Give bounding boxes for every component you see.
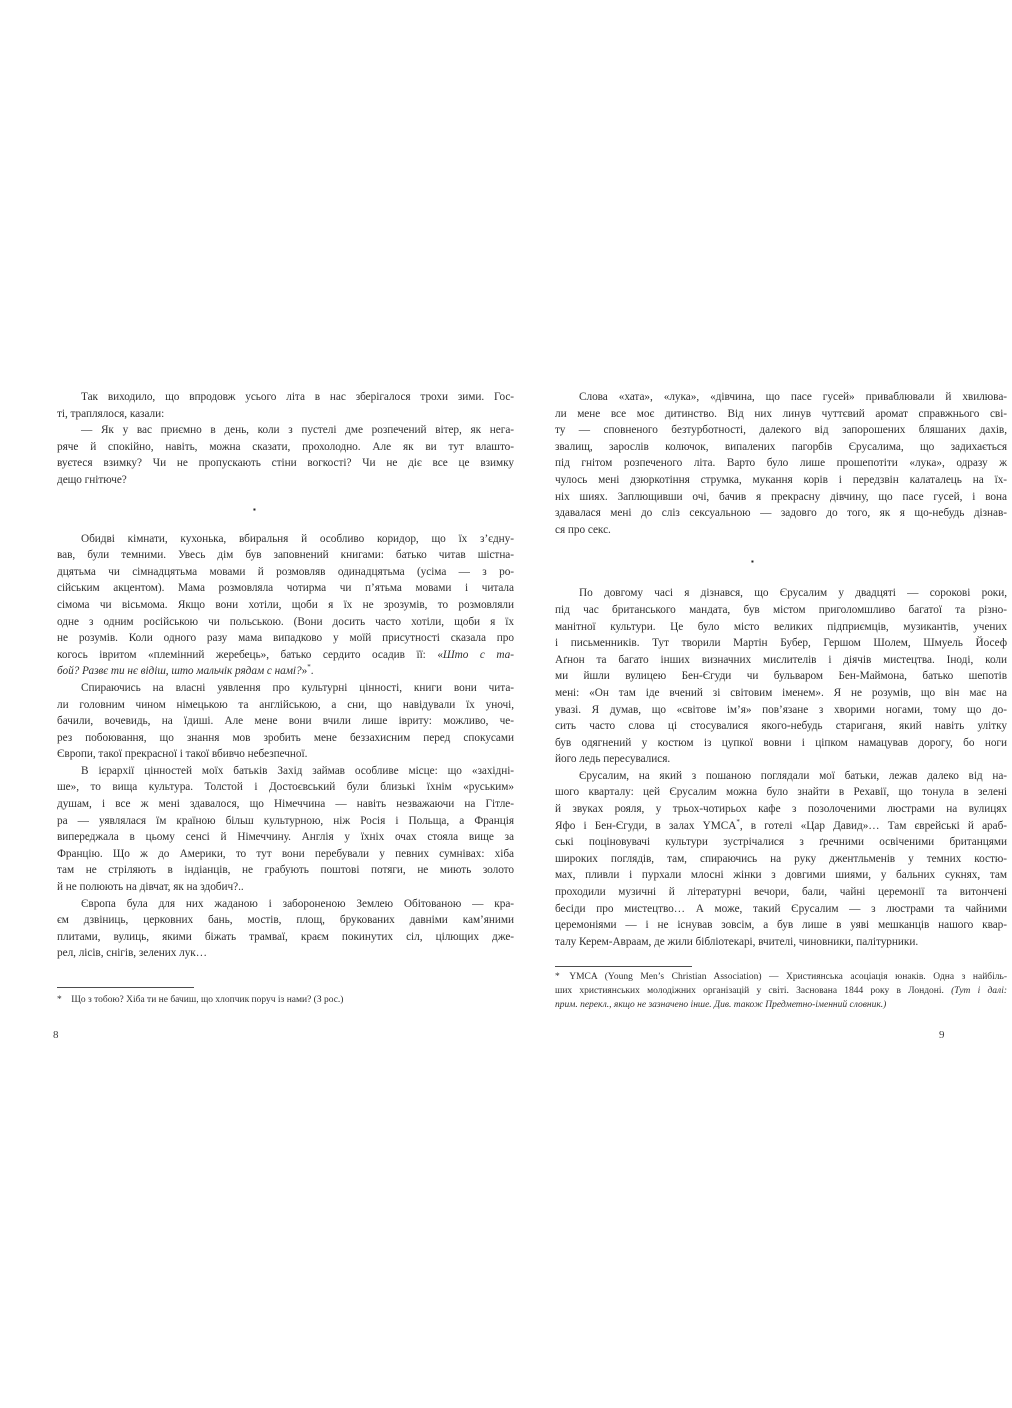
text-line: ли головним чином німецькою та англійською, а сни, що навідували їх уночі, [57,698,514,711]
paragraph [57,531,514,680]
text-line: Обидві кімнати, кухонька, вбиральня й особливо коридор, що їх з’єдну- [81,532,514,545]
left-page-number: 8 [53,1029,59,1041]
text-line: По довгому часі я дізнався, що Єрусалим у двадцяті — сорокові роки, [579,587,1007,600]
paragraph [555,768,1007,951]
right-footnote-rule [555,966,692,967]
text-line: манітної культури. Це було місто великих підприємців, музикантів, учених [555,620,1007,633]
text-line: широких поглядів, там, спираючись на руку джентльменів у темних костю- [555,852,1007,865]
text-line: ські поціновувачі культури зустрічалися з ґречними освіченими британцями [555,836,1007,849]
paragraph [57,389,514,422]
text-line: когось івритом «племінний жеребець», батько сердито осадив її: «Што с та- [57,648,514,661]
left-footnote [57,994,514,1008]
text-line: ся про секс. [555,523,611,536]
text-line: рез побоювання, що знання мов зробить мене беззахисним перед спокусами [57,731,514,744]
separator-dot-icon: ▪ [751,556,754,566]
paragraph [555,585,1007,768]
left-page-text [57,389,514,962]
text-line: бесіди про мистецтво… А може, такий Єрусалим — з люстрами та чайними [555,902,1007,915]
text-line: і письменників. Тут творили Мартін Бубер, Гершом Шолем, Шмуель Йосеф [555,637,1007,650]
text-line: його ледь пересувалися. [555,753,671,766]
left-footnote-rule [57,987,194,988]
text-line: звалищ, зарослів колючок, випалених пагорбів Єрусалима, що задихається [555,440,1007,453]
text-line: сить часто слова ці стосувалися якого-небудь стариганя, який навіть улітку [555,720,1007,733]
text-line: дцятьма чи сімнадцятьма мовами й розмовляв одинадцятьма (усіма — з ро- [57,565,514,578]
text-line: проходили музичні й літературні вечори, бали, чайні церемонії та витончені [555,886,1007,899]
text-line: увазі. Я думав, що «світове ім’я» пов’язане з хворими ногами, тому що до- [555,703,1007,716]
text-line: ра — уявлялася їм країною більш культурною, ніж Росія і Польща, а Франція [57,814,514,827]
text-line: душам, і все ж мені здавалося, що Німеччина — навіть незважаючи на Гітле- [57,798,514,811]
text-line: й не полюють на дівчат, як на здобич?.. [57,881,244,894]
text-line: ті, траплялося, казали: [57,407,165,420]
text-line: сімома чи вісьмома. Якщо вони хотіли, щоби я їх не зрозумів, то розмовляли [57,598,514,611]
text-line: мені: «Он там іде вчений зі світовим іменем». Я не розумів, що він має на [555,686,1007,699]
footnote-line: ших християнських молодіжних організацій у світі. Заснована 1844 року в Лондоні. (Тут і далі: [555,985,1007,996]
text-line: Аґнон та багато інших визначних мислителів і діячів мистецтва. Іноді, коли [555,653,1007,666]
text-line: — Як у вас приємно в день, коли з пустелі дме розпечений вітер, як нега- [81,424,514,437]
footnote-line: * Що з тобою? Хіба ти не бачиш, що хлопчик поруч із нами? (З рос.) [57,995,344,1005]
text-line: чулось мені дзюркотіння струмка, мукання корів і передзвін калаталець на їх- [555,473,1007,486]
text-line: ми йшли вулицею Бен-Єгуди чи бульваром Бен-Маймона, батько шепотів [555,670,1007,683]
text-line: церемоніями — і не існував зовсім, а був лише в уяві мешканців нашого квар- [555,919,1007,932]
text-line: сійським акцентом). Мама розмовляла чотирма чи п’ятьма мовами і читала [57,582,514,595]
text-line: Слова «хата», «лука», «дівчина, що пасе гусей» приваблювали й хвилюва- [579,391,1007,403]
text-line: Єрусалим, на який з пошаною поглядали мої батьки, лежав далеко від на- [579,769,1007,782]
text-line: плитами, вулиць, якими біжать трамваї, краєм покинутих сіл, цілющих дже- [57,930,514,943]
text-line: Так виходило, що впродовж усього літа в нас зберігалося трохи зими. Гос- [81,391,514,403]
text-line: Європи, такої прекрасної і такої вбивчо небезпечної. [57,748,308,761]
text-line: під час британського мандата, був містом приголомшливо багатої та різно- [555,603,1007,616]
text-line: Францію. Що ж до Америки, то тут вони перебували у певних сумнівах: хіба [57,847,514,860]
section-separator [57,489,514,531]
text-line: був одягнений у костюм із цупкої вовни і ціпком намацував дорогу, бо ноги [555,736,1007,749]
paragraph [57,680,514,763]
paragraph [57,763,514,896]
paragraph [57,422,514,488]
text-line: вуєтеся взимку? Чи не пропускають стіни вогкості? Чи не діє все це взимку [57,457,514,470]
text-line: ніх шиях. Заплющивши очі, бачив я прекрасну дівчину, що пасе гусей, і вона [555,490,1007,503]
paragraph [555,389,1007,538]
text-line: ли мене все моє дитинство. Від них линув чуттєвий аромат справжнього сві- [555,407,1007,420]
text-line: ше», то вища культура. Толстой і Достоєвський були близькі їхнім «руським» [57,781,514,794]
text-line: шого кварталу: цей Єрусалим можна було знайти в Рехавії, що тонула в зелені [555,786,1007,799]
text-line: ряче й спокійно, навіть, можна сказати, прохолодно. Але як ви тут влашто- [57,440,514,453]
text-line: випереджала в цьому сенсі й Німеччину. Англія у їхніх очах стояла вище за [57,831,514,844]
text-line: Європа була для них жаданою і забороненою Землею Обітованою — кра- [81,897,514,910]
section-separator [555,538,1007,585]
text-line: Спираючись на власні уявлення про культурні цінності, книги вони чита- [81,681,514,694]
text-line: бачили, вочевидь, на їдиші. Але мене вони вчили лише івриту: можливо, че- [57,715,514,728]
text-line: бой? Развє ти нє відіш, што мальчік рядам с намі?»*. [57,663,314,678]
paragraph [57,896,514,962]
text-line: єм дзвіниць, церковних бань, мостів, площ, брукованих давніми кам’яними [57,914,514,927]
text-line: талу Керем-Авраам, де жили бібліотекарі, вчителі, чиновники, палітурники. [555,935,919,948]
text-line: вав, були темними. Увесь дім був заповнений книгами: батько читав шістна- [57,549,514,562]
text-line: під гнітом розпеченого літа. Варто було лише прошепотіти «лука», одразу ж [555,457,1007,470]
footnote-line: прим. перекл., якщо не зазначено інше. Див. також Предметно-іменний словник.) [555,999,887,1010]
text-line: мах, пливли і пурхали млосні жінки з довгими шиями, у бальних сукнях, там [555,869,1007,882]
text-line: здавалася мені до сліз сексуальною — задовго до того, як я що-небудь дізнав- [555,507,1007,520]
separator-dot-icon: ▪ [253,504,256,514]
text-line: там не стріляють в індіанців, не грабують поштові потяги, не миють золото [57,864,514,877]
text-line: не розумів. Коли одного разу мама випадково у моїй присутності сказала про [57,632,514,645]
right-footnote [555,971,1007,1012]
text-line: В ієрархії цінностей моїх батьків Захід займав особливе місце: що «західні- [81,764,514,777]
right-page-text [555,389,1007,950]
text-line: Яфо і Бен-Єгуди, в залах YMCA*, в готелі «Цар Давид»… Там єврейські й араб- [555,817,1008,832]
right-page-number: 9 [939,1029,945,1041]
text-line: й звуках рояля, у трьох-чотирьох кафе з позолоченими люстрами на вулицях [555,803,1007,816]
footnote-line: * YMCA (Young Men’s Christian Association) — Християнська асоціація юнаків. Одна з найбіль- [555,972,1007,982]
text-line: одне з одним російською чи польською. (Вони досить часто хотіли, щоби я їх [57,615,514,628]
text-line: дещо гнітюче? [57,473,127,486]
text-line: рел, лісів, снігів, зелених лук… [57,947,207,960]
text-line: ту — сповненого безтурботності, далекого від запорошених бляшаних дахів, [555,424,1007,437]
